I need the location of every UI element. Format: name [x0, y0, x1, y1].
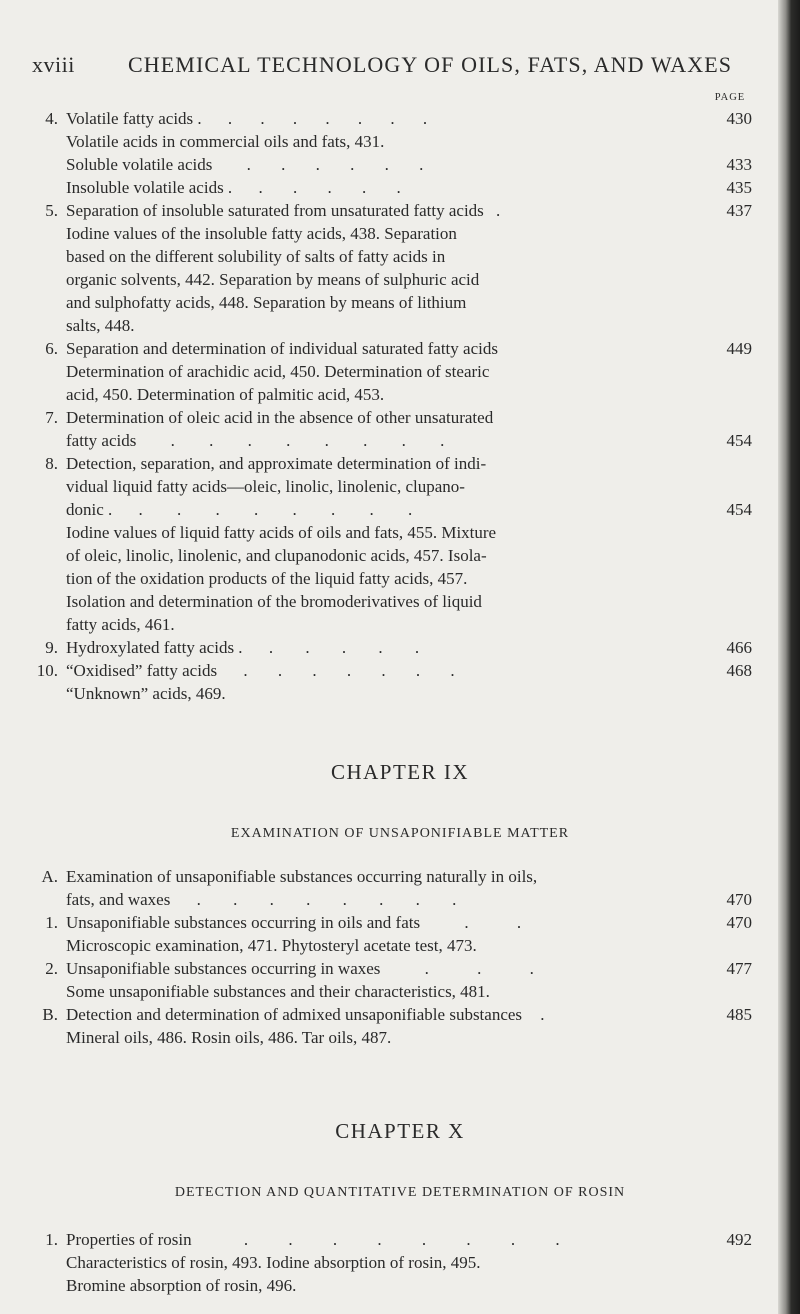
page-number: 433 — [726, 155, 752, 174]
entry-title: Unsaponifiable substances occurring in waxes — [66, 959, 381, 978]
entry-title: Soluble volatile acids — [66, 155, 213, 174]
page-number: 477 — [726, 959, 752, 978]
page-edge-shadow — [778, 0, 800, 1314]
entry-number: 10. — [36, 661, 58, 680]
entry-number: 8. — [45, 454, 58, 473]
entry-detail: Microscopic examination, 471. Phytosteryl acetate test, 473. — [66, 936, 477, 955]
dot-leaders: . . . . . . . . — [170, 431, 460, 450]
entry-detail: Volatile acids in commercial oils and fats, 431. — [66, 132, 385, 151]
page-number: 437 — [726, 201, 752, 220]
page-number: 470 — [726, 913, 752, 932]
page-number: 468 — [726, 661, 752, 680]
entry-title: “Oxidised” fatty acids — [66, 661, 218, 680]
page-number: 449 — [726, 339, 752, 358]
entry-number: 9. — [45, 638, 58, 657]
entry-detail: of oleic, linolic, linolenic, and clupanodonic acids, 457. Isola- — [66, 546, 487, 565]
chapter-heading: CHAPTER IX — [330, 760, 470, 784]
page-number: 492 — [726, 1230, 752, 1249]
dot-leaders: . — [540, 1005, 545, 1024]
entry-title: Hydroxylated fatty acids . — [66, 638, 243, 657]
entry-detail: Mineral oils, 486. Rosin oils, 486. Tar oils, 487. — [66, 1028, 392, 1047]
dot-leaders: . . . . . — [268, 638, 434, 657]
entry-title: Insoluble volatile acids . — [66, 178, 233, 197]
entry-title: Detection and determination of admixed unsaponifiable substances — [66, 1005, 523, 1024]
entry-detail: vidual liquid fatty acids—oleic, linolic, linolenic, clupano- — [66, 477, 465, 496]
dot-leaders: . — [496, 201, 501, 220]
entry-title: Detection, separation, and approximate determination of indi- — [66, 454, 487, 473]
running-title: CHEMICAL TECHNOLOGY OF OILS, FATS, AND WAXES — [128, 52, 733, 77]
entry-number: A. — [41, 867, 58, 886]
entry-detail: Determination of arachidic acid, 450. Determination of stearic — [66, 362, 490, 381]
page-header — [32, 52, 752, 80]
entry-title: Separation and determination of individual saturated fatty acids — [66, 339, 498, 358]
dot-leaders: . . . . . . — [246, 155, 437, 174]
entry-detail: Isolation and determination of the bromoderivatives of liquid — [66, 592, 482, 611]
page-number: 454 — [726, 431, 752, 450]
entry-title: fats, and waxes — [66, 890, 171, 909]
dot-leaders: . . . . . . . — [227, 109, 440, 128]
entry-number: 5. — [45, 201, 58, 220]
dot-leaders: . . . . . . . . — [243, 1230, 578, 1249]
entry-number: 1. — [45, 913, 58, 932]
entry-detail: Characteristics of rosin, 493. Iodine absorption of rosin, 495. — [66, 1253, 481, 1272]
entry-detail: Iodine values of liquid fatty acids of oils and fats, 455. Mixture — [66, 523, 497, 542]
entry-title: fatty acids — [66, 431, 137, 450]
entry-number: 6. — [45, 339, 58, 358]
page-number: 430 — [726, 109, 752, 128]
dot-leaders: . . . . . — [258, 178, 414, 197]
dot-leaders: . . . — [424, 959, 556, 978]
chapter-subtitle: DETECTION AND QUANTITATIVE DETERMINATION OF ROSIN — [174, 1185, 626, 1200]
entry-detail: acid, 450. Determination of palmitic acid, 453. — [66, 385, 385, 404]
entry-detail: salts, 448. — [66, 316, 135, 335]
entry-title: Determination of oleic acid in the absence of other unsaturated — [66, 408, 494, 427]
page-column-label: PAGE — [714, 92, 746, 103]
entry-title: Properties of rosin — [66, 1230, 192, 1249]
entry-title: donic . — [66, 500, 113, 519]
entry-title: Volatile fatty acids . — [66, 109, 202, 128]
page-number: 435 — [726, 178, 752, 197]
entry-number: 7. — [45, 408, 58, 427]
entry-number: 1. — [45, 1230, 58, 1249]
dot-leaders: . . . . . . . . — [196, 890, 471, 909]
chapter-heading: CHAPTER X — [335, 1119, 465, 1143]
entry-title: Separation of insoluble saturated from unsaturated fatty acids — [66, 201, 484, 220]
page-number: 454 — [726, 500, 752, 519]
page-number: 466 — [726, 638, 752, 657]
entry-detail: based on the different solubility of salts of fatty acids in — [66, 247, 446, 266]
dot-leaders: . . — [464, 913, 544, 932]
page-number: 485 — [726, 1005, 752, 1024]
entry-number: 4. — [45, 109, 58, 128]
dot-leaders: . . . . . . . — [243, 661, 468, 680]
chapter-subtitle: EXAMINATION OF UNSAPONIFIABLE MATTER — [230, 826, 570, 841]
entry-detail: organic solvents, 442. Separation by means of sulphuric acid — [66, 270, 480, 289]
entry-detail: Iodine values of the insoluble fatty acids, 438. Separation — [66, 224, 457, 243]
entry-title: Unsaponifiable substances occurring in oils and fats — [66, 913, 421, 932]
entry-title: Examination of unsaponifiable substances occurring naturally in oils, — [66, 867, 538, 886]
entry-detail: and sulphofatty acids, 448. Separation by means of lithium — [66, 293, 467, 312]
entry-detail: Bromine absorption of rosin, 496. — [66, 1276, 297, 1295]
entry-detail: tion of the oxidation products of the liquid fatty acids, 457. — [66, 569, 468, 588]
entry-detail: Some unsaponifiable substances and their characteristics, 481. — [66, 982, 490, 1001]
entry-detail: fatty acids, 461. — [66, 615, 175, 634]
entry-detail: “Unknown” acids, 469. — [66, 684, 226, 703]
page-folio: xviii — [32, 52, 75, 77]
entry-number: B. — [42, 1005, 58, 1024]
page-number: 470 — [726, 890, 752, 909]
entry-number: 2. — [45, 959, 58, 978]
dot-leaders: . . . . . . . . — [138, 500, 428, 519]
